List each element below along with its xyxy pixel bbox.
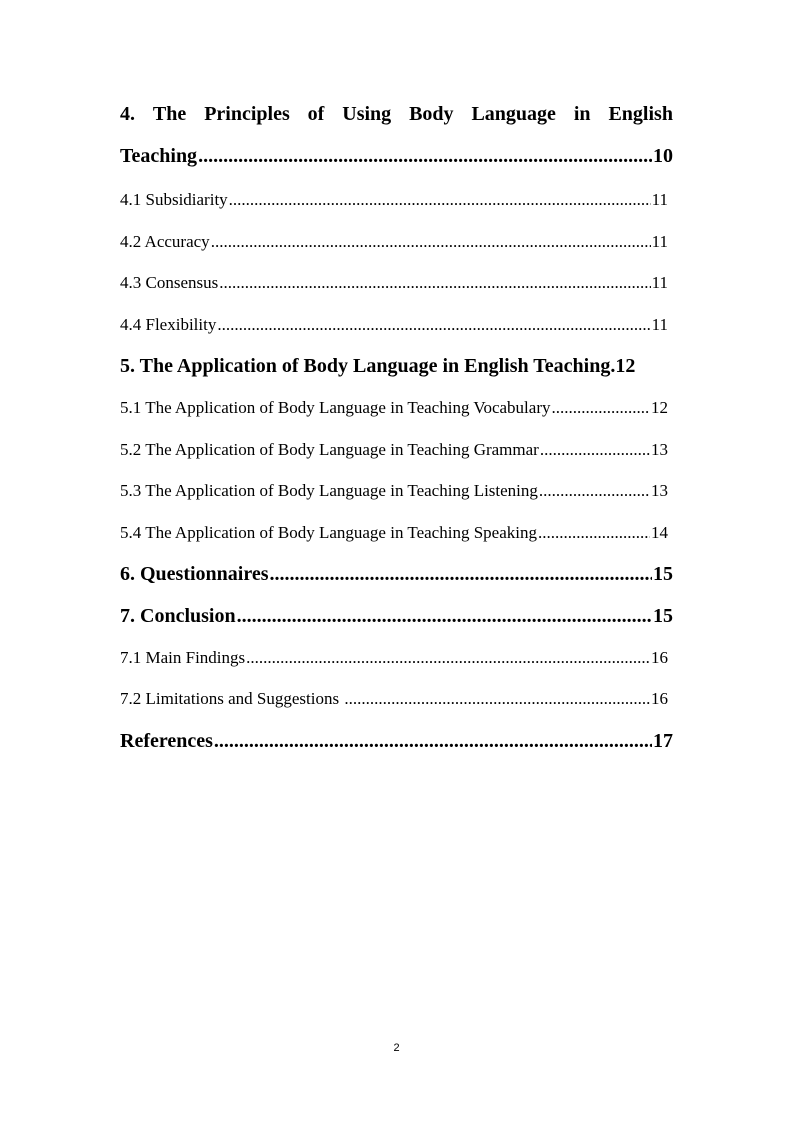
toc-entry-page: 11 (651, 273, 668, 292)
toc-entry-label: 6. Questionnaires (120, 563, 269, 585)
toc-entry-page: 15 (653, 563, 673, 585)
toc-entry-page: 13 (651, 440, 668, 459)
toc-entry-6[interactable] (120, 563, 673, 586)
toc-entry-page: 13 (651, 481, 668, 500)
toc-heading-4-line1 (120, 103, 673, 126)
toc-entry-page: 15 (653, 605, 673, 627)
toc-entry-label: 7.2 Limitations and Suggestions (120, 689, 344, 708)
toc-entry-5-2[interactable] (120, 440, 668, 460)
toc-entry-page: 16 (651, 689, 668, 708)
toc-word: English (608, 103, 673, 125)
toc-entry-page: 12 (615, 355, 636, 377)
toc-leader-dots (214, 730, 652, 753)
toc-entry-label: 4.3 Consensus (120, 273, 219, 292)
toc-word: Principles (204, 103, 290, 125)
toc-word: Language (471, 103, 556, 125)
toc-entry-label: 7.1 Main Findings (120, 648, 246, 667)
toc-entry-4-1[interactable] (120, 190, 668, 210)
toc-word: of (307, 103, 325, 125)
toc-entry-label: 5.3 The Application of Body Language in Teaching Listening (120, 481, 538, 500)
toc-leader-dots (270, 563, 652, 586)
toc-entry-7[interactable] (120, 605, 673, 628)
toc-entry-label: 5. The Application of Body Language in English Teaching. (120, 355, 616, 377)
toc-leader-dots (246, 648, 650, 668)
toc-leader-dots (237, 605, 652, 628)
page-number: 2 (393, 1042, 400, 1054)
toc-leader-dots (539, 481, 650, 501)
toc-leader-dots (344, 689, 650, 709)
toc-leader-dots (211, 232, 651, 252)
toc-entry-label: 4.2 Accuracy (120, 232, 210, 251)
toc-entry-label: 4.4 Flexibility (120, 315, 217, 334)
toc-entry-5-4[interactable] (120, 523, 668, 543)
toc-leader-dots (198, 145, 652, 168)
toc-word: The (152, 103, 187, 125)
toc-entry-5-3[interactable] (120, 481, 668, 501)
toc-entry-page: 16 (651, 648, 668, 667)
toc-entry-page: 12 (651, 398, 668, 417)
toc-entry-page: 11 (651, 232, 668, 251)
toc-entry-references[interactable] (120, 730, 673, 753)
toc-entry-label: 5.1 The Application of Body Language in Teaching Vocabulary (120, 398, 551, 417)
toc-entry-5-1[interactable] (120, 398, 668, 418)
toc-entry-page: 10 (653, 145, 673, 167)
toc-leader-dots (217, 315, 650, 335)
toc-entry-page: 17 (653, 730, 673, 752)
toc-leader-dots (538, 523, 650, 543)
toc-leader-dots (229, 190, 651, 210)
toc-entry-4-2[interactable] (120, 232, 668, 252)
toc-leader-dots (540, 440, 650, 460)
toc-entry-7-1[interactable] (120, 648, 668, 668)
toc-entry-label: 5.4 The Application of Body Language in Teaching Speaking (120, 523, 537, 542)
toc-entry-page: 14 (651, 523, 668, 542)
toc-word: Using (342, 103, 392, 125)
toc-entry-7-2[interactable] (120, 689, 668, 709)
toc-word: 4. (120, 103, 135, 125)
toc-entry-label: References (120, 730, 213, 752)
toc-leader-dots (219, 273, 650, 293)
toc-entry-label: 4.1 Subsidiarity (120, 190, 228, 209)
toc-entry-label: Teaching (120, 145, 198, 167)
toc-entry-5[interactable] (120, 355, 668, 378)
toc-entry-label: 7. Conclusion (120, 605, 236, 627)
toc-entry-4[interactable] (120, 145, 673, 168)
toc-entry-page: 11 (651, 190, 668, 209)
toc-word: in (573, 103, 591, 125)
toc-entry-4-4[interactable] (120, 315, 668, 335)
toc-entry-4-3[interactable] (120, 273, 668, 293)
toc-entry-label: 5.2 The Application of Body Language in Teaching Grammar (120, 440, 539, 459)
toc-leader-dots (552, 398, 651, 418)
toc-entry-page: 11 (651, 315, 668, 334)
toc-word: Body (409, 103, 454, 125)
